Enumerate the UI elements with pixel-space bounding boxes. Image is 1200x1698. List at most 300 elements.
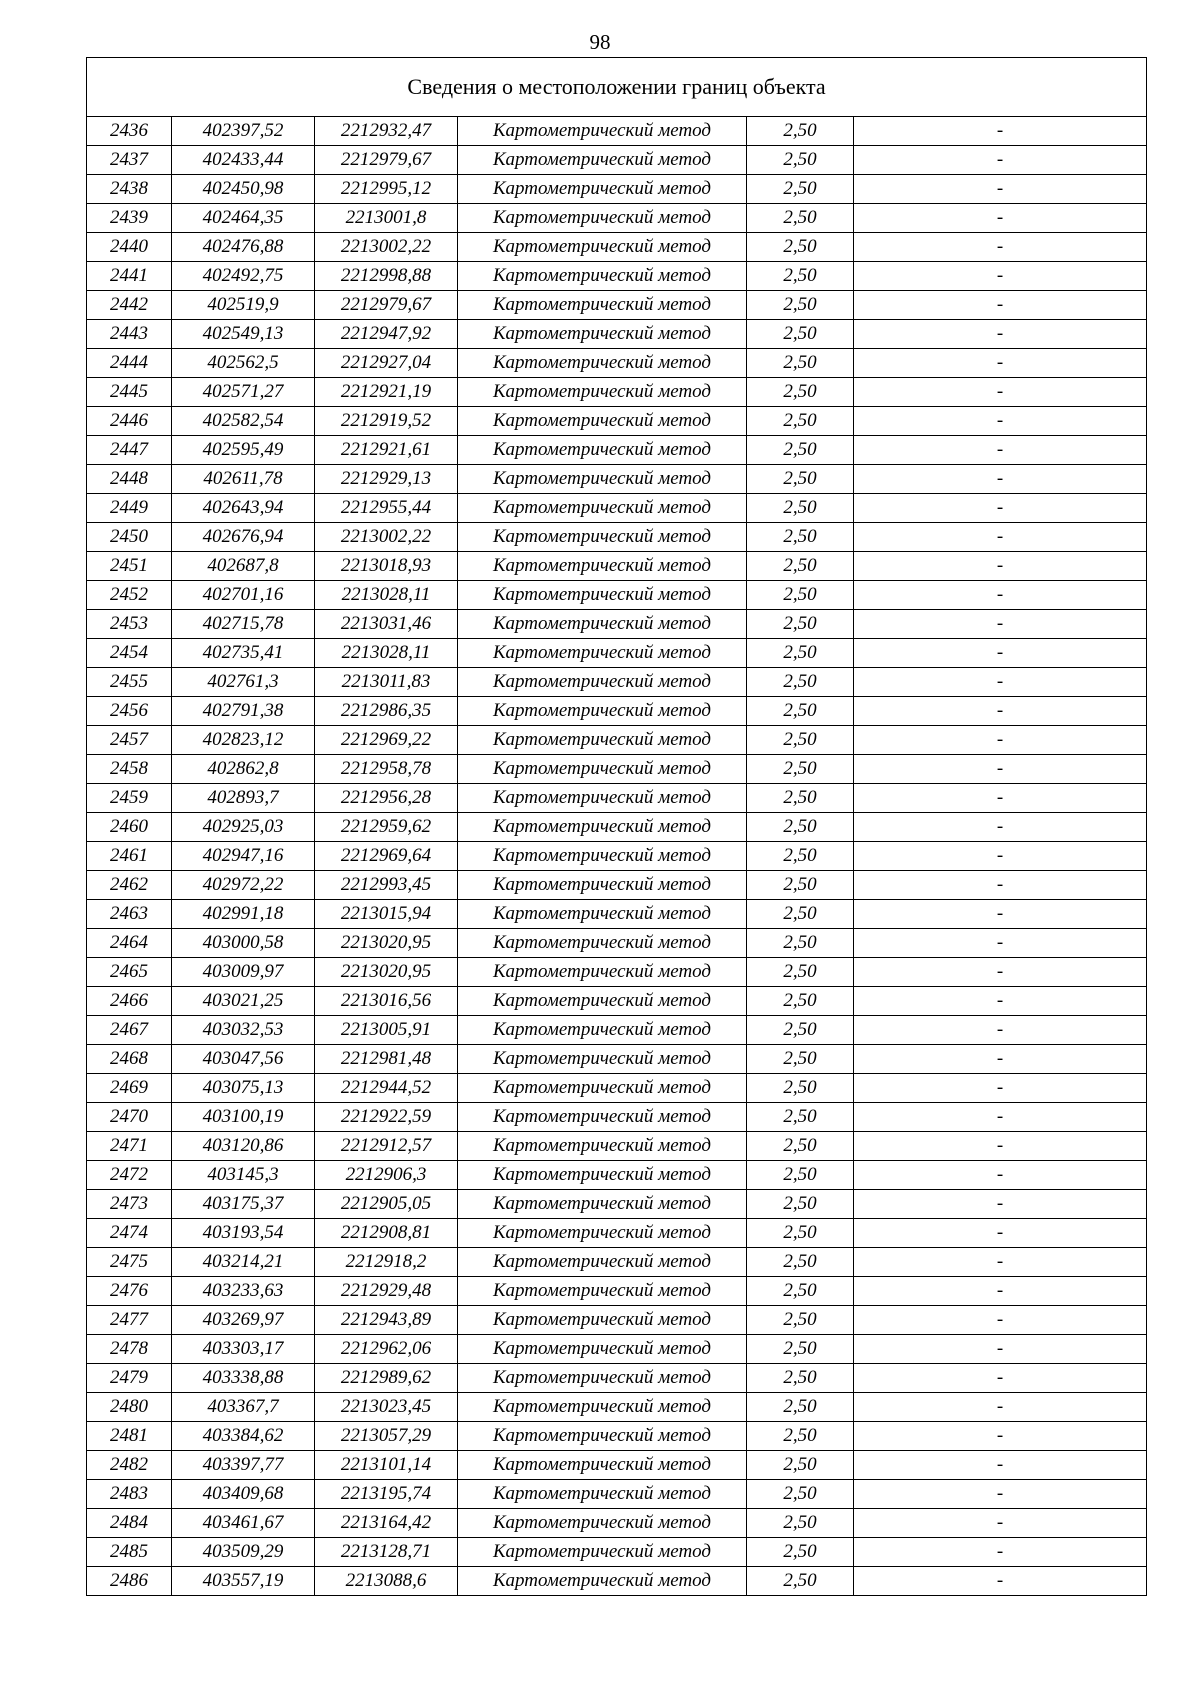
y-coordinate-cell: 2212921,19 xyxy=(315,378,458,407)
table-row xyxy=(87,1538,1147,1567)
table-row xyxy=(87,755,1147,784)
y-coordinate-cell: 2212958,78 xyxy=(315,755,458,784)
table-row xyxy=(87,784,1147,813)
precision-cell: 2,50 xyxy=(747,871,854,900)
precision-cell: 2,50 xyxy=(747,842,854,871)
table-row xyxy=(87,1567,1147,1596)
table-row xyxy=(87,1422,1147,1451)
table-row xyxy=(87,494,1147,523)
point-number-cell: 2476 xyxy=(87,1277,172,1306)
point-number-cell: 2438 xyxy=(87,175,172,204)
method-cell: Картометрический метод xyxy=(458,1306,747,1335)
table-row xyxy=(87,1393,1147,1422)
boundary-coordinates-table xyxy=(86,57,1147,1596)
y-coordinate-cell: 2212947,92 xyxy=(315,320,458,349)
description-cell: - xyxy=(854,813,1147,842)
y-coordinate-cell: 2213020,95 xyxy=(315,958,458,987)
point-number-cell: 2467 xyxy=(87,1016,172,1045)
precision-cell: 2,50 xyxy=(747,552,854,581)
table-row xyxy=(87,958,1147,987)
precision-cell: 2,50 xyxy=(747,262,854,291)
x-coordinate-cell: 402687,8 xyxy=(172,552,315,581)
x-coordinate-cell: 402676,94 xyxy=(172,523,315,552)
table-row xyxy=(87,871,1147,900)
precision-cell: 2,50 xyxy=(747,958,854,987)
y-coordinate-cell: 2212955,44 xyxy=(315,494,458,523)
table-row xyxy=(87,697,1147,726)
y-coordinate-cell: 2213101,14 xyxy=(315,1451,458,1480)
description-cell: - xyxy=(854,349,1147,378)
y-coordinate-cell: 2212993,45 xyxy=(315,871,458,900)
point-number-cell: 2470 xyxy=(87,1103,172,1132)
precision-cell: 2,50 xyxy=(747,697,854,726)
x-coordinate-cell: 402893,7 xyxy=(172,784,315,813)
point-number-cell: 2472 xyxy=(87,1161,172,1190)
precision-cell: 2,50 xyxy=(747,900,854,929)
y-coordinate-cell: 2212921,61 xyxy=(315,436,458,465)
precision-cell: 2,50 xyxy=(747,784,854,813)
point-number-cell: 2468 xyxy=(87,1045,172,1074)
y-coordinate-cell: 2212998,88 xyxy=(315,262,458,291)
y-coordinate-cell: 2212943,89 xyxy=(315,1306,458,1335)
method-cell: Картометрический метод xyxy=(458,987,747,1016)
precision-cell: 2,50 xyxy=(747,175,854,204)
description-cell: - xyxy=(854,465,1147,494)
x-coordinate-cell: 402519,9 xyxy=(172,291,315,320)
table-row xyxy=(87,581,1147,610)
table-row xyxy=(87,233,1147,262)
method-cell: Картометрический метод xyxy=(458,1393,747,1422)
point-number-cell: 2462 xyxy=(87,871,172,900)
x-coordinate-cell: 403461,67 xyxy=(172,1509,315,1538)
x-coordinate-cell: 403009,97 xyxy=(172,958,315,987)
description-cell: - xyxy=(854,320,1147,349)
method-cell: Картометрический метод xyxy=(458,1016,747,1045)
precision-cell: 2,50 xyxy=(747,349,854,378)
x-coordinate-cell: 402972,22 xyxy=(172,871,315,900)
x-coordinate-cell: 403397,77 xyxy=(172,1451,315,1480)
method-cell: Картометрический метод xyxy=(458,1132,747,1161)
y-coordinate-cell: 2212989,62 xyxy=(315,1364,458,1393)
point-number-cell: 2449 xyxy=(87,494,172,523)
description-cell: - xyxy=(854,494,1147,523)
method-cell: Картометрический метод xyxy=(458,465,747,494)
precision-cell: 2,50 xyxy=(747,1538,854,1567)
table-row xyxy=(87,842,1147,871)
method-cell: Картометрический метод xyxy=(458,320,747,349)
point-number-cell: 2477 xyxy=(87,1306,172,1335)
point-number-cell: 2457 xyxy=(87,726,172,755)
x-coordinate-cell: 403509,29 xyxy=(172,1538,315,1567)
precision-cell: 2,50 xyxy=(747,813,854,842)
table-row xyxy=(87,523,1147,552)
precision-cell: 2,50 xyxy=(747,117,854,146)
x-coordinate-cell: 402450,98 xyxy=(172,175,315,204)
description-cell: - xyxy=(854,1567,1147,1596)
point-number-cell: 2451 xyxy=(87,552,172,581)
method-cell: Картометрический метод xyxy=(458,146,747,175)
method-cell: Картометрический метод xyxy=(458,1335,747,1364)
x-coordinate-cell: 403214,21 xyxy=(172,1248,315,1277)
y-coordinate-cell: 2212969,22 xyxy=(315,726,458,755)
x-coordinate-cell: 403120,86 xyxy=(172,1132,315,1161)
method-cell: Картометрический метод xyxy=(458,1480,747,1509)
description-cell: - xyxy=(854,1219,1147,1248)
y-coordinate-cell: 2213195,74 xyxy=(315,1480,458,1509)
x-coordinate-cell: 403032,53 xyxy=(172,1016,315,1045)
description-cell: - xyxy=(854,117,1147,146)
method-cell: Картометрический метод xyxy=(458,755,747,784)
description-cell: - xyxy=(854,175,1147,204)
precision-cell: 2,50 xyxy=(747,987,854,1016)
description-cell: - xyxy=(854,1306,1147,1335)
method-cell: Картометрический метод xyxy=(458,697,747,726)
y-coordinate-cell: 2212927,04 xyxy=(315,349,458,378)
method-cell: Картометрический метод xyxy=(458,1161,747,1190)
description-cell: - xyxy=(854,1422,1147,1451)
method-cell: Картометрический метод xyxy=(458,436,747,465)
table-row xyxy=(87,146,1147,175)
x-coordinate-cell: 402464,35 xyxy=(172,204,315,233)
description-cell: - xyxy=(854,1248,1147,1277)
description-cell: - xyxy=(854,1277,1147,1306)
y-coordinate-cell: 2212981,48 xyxy=(315,1045,458,1074)
x-coordinate-cell: 403367,7 xyxy=(172,1393,315,1422)
method-cell: Картометрический метод xyxy=(458,349,747,378)
y-coordinate-cell: 2212995,12 xyxy=(315,175,458,204)
y-coordinate-cell: 2212959,62 xyxy=(315,813,458,842)
y-coordinate-cell: 2212905,05 xyxy=(315,1190,458,1219)
x-coordinate-cell: 402925,03 xyxy=(172,813,315,842)
description-cell: - xyxy=(854,871,1147,900)
table-row xyxy=(87,320,1147,349)
precision-cell: 2,50 xyxy=(747,1364,854,1393)
point-number-cell: 2461 xyxy=(87,842,172,871)
description-cell: - xyxy=(854,262,1147,291)
y-coordinate-cell: 2212922,59 xyxy=(315,1103,458,1132)
precision-cell: 2,50 xyxy=(747,610,854,639)
method-cell: Картометрический метод xyxy=(458,1219,747,1248)
method-cell: Картометрический метод xyxy=(458,1509,747,1538)
point-number-cell: 2458 xyxy=(87,755,172,784)
description-cell: - xyxy=(854,610,1147,639)
x-coordinate-cell: 403047,56 xyxy=(172,1045,315,1074)
x-coordinate-cell: 402595,49 xyxy=(172,436,315,465)
method-cell: Картометрический метод xyxy=(458,1567,747,1596)
method-cell: Картометрический метод xyxy=(458,668,747,697)
method-cell: Картометрический метод xyxy=(458,1451,747,1480)
description-cell: - xyxy=(854,1016,1147,1045)
x-coordinate-cell: 402823,12 xyxy=(172,726,315,755)
precision-cell: 2,50 xyxy=(747,1016,854,1045)
x-coordinate-cell: 403175,37 xyxy=(172,1190,315,1219)
precision-cell: 2,50 xyxy=(747,204,854,233)
point-number-cell: 2459 xyxy=(87,784,172,813)
x-coordinate-cell: 403233,63 xyxy=(172,1277,315,1306)
x-coordinate-cell: 403021,25 xyxy=(172,987,315,1016)
method-cell: Картометрический метод xyxy=(458,204,747,233)
y-coordinate-cell: 2213031,46 xyxy=(315,610,458,639)
y-coordinate-cell: 2212906,3 xyxy=(315,1161,458,1190)
description-cell: - xyxy=(854,755,1147,784)
point-number-cell: 2445 xyxy=(87,378,172,407)
method-cell: Картометрический метод xyxy=(458,610,747,639)
x-coordinate-cell: 402735,41 xyxy=(172,639,315,668)
method-cell: Картометрический метод xyxy=(458,1248,747,1277)
method-cell: Картометрический метод xyxy=(458,523,747,552)
precision-cell: 2,50 xyxy=(747,1393,854,1422)
description-cell: - xyxy=(854,291,1147,320)
table-row xyxy=(87,1306,1147,1335)
point-number-cell: 2443 xyxy=(87,320,172,349)
x-coordinate-cell: 402862,8 xyxy=(172,755,315,784)
x-coordinate-cell: 402433,44 xyxy=(172,146,315,175)
point-number-cell: 2474 xyxy=(87,1219,172,1248)
x-coordinate-cell: 403303,17 xyxy=(172,1335,315,1364)
y-coordinate-cell: 2213016,56 xyxy=(315,987,458,1016)
description-cell: - xyxy=(854,958,1147,987)
y-coordinate-cell: 2213005,91 xyxy=(315,1016,458,1045)
method-cell: Картометрический метод xyxy=(458,842,747,871)
point-number-cell: 2446 xyxy=(87,407,172,436)
x-coordinate-cell: 403193,54 xyxy=(172,1219,315,1248)
method-cell: Картометрический метод xyxy=(458,552,747,581)
table-row xyxy=(87,552,1147,581)
precision-cell: 2,50 xyxy=(747,1451,854,1480)
point-number-cell: 2450 xyxy=(87,523,172,552)
table-row xyxy=(87,1190,1147,1219)
method-cell: Картометрический метод xyxy=(458,291,747,320)
point-number-cell: 2480 xyxy=(87,1393,172,1422)
point-number-cell: 2436 xyxy=(87,117,172,146)
method-cell: Картометрический метод xyxy=(458,813,747,842)
description-cell: - xyxy=(854,1451,1147,1480)
description-cell: - xyxy=(854,900,1147,929)
x-coordinate-cell: 402991,18 xyxy=(172,900,315,929)
precision-cell: 2,50 xyxy=(747,1190,854,1219)
method-cell: Картометрический метод xyxy=(458,262,747,291)
x-coordinate-cell: 403384,62 xyxy=(172,1422,315,1451)
y-coordinate-cell: 2212919,52 xyxy=(315,407,458,436)
precision-cell: 2,50 xyxy=(747,291,854,320)
page-number: 98 xyxy=(589,30,611,54)
point-number-cell: 2447 xyxy=(87,436,172,465)
table-row xyxy=(87,987,1147,1016)
point-number-cell: 2485 xyxy=(87,1538,172,1567)
point-number-cell: 2460 xyxy=(87,813,172,842)
method-cell: Картометрический метод xyxy=(458,726,747,755)
description-cell: - xyxy=(854,1190,1147,1219)
method-cell: Картометрический метод xyxy=(458,1074,747,1103)
y-coordinate-cell: 2212956,28 xyxy=(315,784,458,813)
method-cell: Картометрический метод xyxy=(458,871,747,900)
table-title-row xyxy=(87,58,1147,117)
precision-cell: 2,50 xyxy=(747,523,854,552)
description-cell: - xyxy=(854,842,1147,871)
point-number-cell: 2455 xyxy=(87,668,172,697)
y-coordinate-cell: 2212962,06 xyxy=(315,1335,458,1364)
point-number-cell: 2439 xyxy=(87,204,172,233)
point-number-cell: 2454 xyxy=(87,639,172,668)
y-coordinate-cell: 2213128,71 xyxy=(315,1538,458,1567)
method-cell: Картометрический метод xyxy=(458,1190,747,1219)
table-body xyxy=(87,58,1147,1596)
method-cell: Картометрический метод xyxy=(458,407,747,436)
point-number-cell: 2469 xyxy=(87,1074,172,1103)
table-row xyxy=(87,726,1147,755)
description-cell: - xyxy=(854,697,1147,726)
description-cell: - xyxy=(854,1045,1147,1074)
method-cell: Картометрический метод xyxy=(458,378,747,407)
description-cell: - xyxy=(854,784,1147,813)
description-cell: - xyxy=(854,581,1147,610)
y-coordinate-cell: 2212929,13 xyxy=(315,465,458,494)
x-coordinate-cell: 402397,52 xyxy=(172,117,315,146)
point-number-cell: 2452 xyxy=(87,581,172,610)
x-coordinate-cell: 403409,68 xyxy=(172,1480,315,1509)
table-row xyxy=(87,1509,1147,1538)
y-coordinate-cell: 2213057,29 xyxy=(315,1422,458,1451)
x-coordinate-cell: 403338,88 xyxy=(172,1364,315,1393)
point-number-cell: 2486 xyxy=(87,1567,172,1596)
precision-cell: 2,50 xyxy=(747,581,854,610)
table-row xyxy=(87,610,1147,639)
y-coordinate-cell: 2213018,93 xyxy=(315,552,458,581)
method-cell: Картометрический метод xyxy=(458,175,747,204)
table-row xyxy=(87,1451,1147,1480)
precision-cell: 2,50 xyxy=(747,639,854,668)
precision-cell: 2,50 xyxy=(747,465,854,494)
y-coordinate-cell: 2212969,64 xyxy=(315,842,458,871)
method-cell: Картометрический метод xyxy=(458,233,747,262)
table-row xyxy=(87,1074,1147,1103)
table-row xyxy=(87,1219,1147,1248)
point-number-cell: 2471 xyxy=(87,1132,172,1161)
precision-cell: 2,50 xyxy=(747,1074,854,1103)
table-row xyxy=(87,1335,1147,1364)
point-number-cell: 2437 xyxy=(87,146,172,175)
description-cell: - xyxy=(854,407,1147,436)
x-coordinate-cell: 402947,16 xyxy=(172,842,315,871)
x-coordinate-cell: 402761,3 xyxy=(172,668,315,697)
table-row xyxy=(87,813,1147,842)
description-cell: - xyxy=(854,1393,1147,1422)
point-number-cell: 2478 xyxy=(87,1335,172,1364)
x-coordinate-cell: 403269,97 xyxy=(172,1306,315,1335)
x-coordinate-cell: 402715,78 xyxy=(172,610,315,639)
point-number-cell: 2448 xyxy=(87,465,172,494)
table-row xyxy=(87,378,1147,407)
method-cell: Картометрический метод xyxy=(458,1538,747,1567)
table-row xyxy=(87,1016,1147,1045)
y-coordinate-cell: 2213001,8 xyxy=(315,204,458,233)
description-cell: - xyxy=(854,1103,1147,1132)
method-cell: Картометрический метод xyxy=(458,1277,747,1306)
table-row xyxy=(87,1103,1147,1132)
table-row xyxy=(87,175,1147,204)
description-cell: - xyxy=(854,523,1147,552)
precision-cell: 2,50 xyxy=(747,1335,854,1364)
precision-cell: 2,50 xyxy=(747,378,854,407)
precision-cell: 2,50 xyxy=(747,146,854,175)
table-row xyxy=(87,1132,1147,1161)
table-row xyxy=(87,349,1147,378)
y-coordinate-cell: 2213023,45 xyxy=(315,1393,458,1422)
description-cell: - xyxy=(854,1509,1147,1538)
precision-cell: 2,50 xyxy=(747,929,854,958)
point-number-cell: 2444 xyxy=(87,349,172,378)
y-coordinate-cell: 2212918,2 xyxy=(315,1248,458,1277)
description-cell: - xyxy=(854,204,1147,233)
method-cell: Картометрический метод xyxy=(458,784,747,813)
table-row xyxy=(87,407,1147,436)
description-cell: - xyxy=(854,1335,1147,1364)
y-coordinate-cell: 2213088,6 xyxy=(315,1567,458,1596)
point-number-cell: 2456 xyxy=(87,697,172,726)
precision-cell: 2,50 xyxy=(747,436,854,465)
description-cell: - xyxy=(854,1161,1147,1190)
x-coordinate-cell: 403557,19 xyxy=(172,1567,315,1596)
precision-cell: 2,50 xyxy=(747,407,854,436)
x-coordinate-cell: 402562,5 xyxy=(172,349,315,378)
description-cell: - xyxy=(854,1074,1147,1103)
precision-cell: 2,50 xyxy=(747,1277,854,1306)
y-coordinate-cell: 2212908,81 xyxy=(315,1219,458,1248)
y-coordinate-cell: 2212932,47 xyxy=(315,117,458,146)
table-row xyxy=(87,436,1147,465)
table-row xyxy=(87,1161,1147,1190)
x-coordinate-cell: 402571,27 xyxy=(172,378,315,407)
y-coordinate-cell: 2213002,22 xyxy=(315,523,458,552)
point-number-cell: 2481 xyxy=(87,1422,172,1451)
x-coordinate-cell: 402582,54 xyxy=(172,407,315,436)
y-coordinate-cell: 2212979,67 xyxy=(315,291,458,320)
point-number-cell: 2484 xyxy=(87,1509,172,1538)
x-coordinate-cell: 403100,19 xyxy=(172,1103,315,1132)
table-row xyxy=(87,291,1147,320)
description-cell: - xyxy=(854,668,1147,697)
description-cell: - xyxy=(854,1480,1147,1509)
y-coordinate-cell: 2213028,11 xyxy=(315,639,458,668)
method-cell: Картометрический метод xyxy=(458,958,747,987)
x-coordinate-cell: 402643,94 xyxy=(172,494,315,523)
y-coordinate-cell: 2213015,94 xyxy=(315,900,458,929)
point-number-cell: 2453 xyxy=(87,610,172,639)
precision-cell: 2,50 xyxy=(747,1045,854,1074)
precision-cell: 2,50 xyxy=(747,1161,854,1190)
y-coordinate-cell: 2212929,48 xyxy=(315,1277,458,1306)
precision-cell: 2,50 xyxy=(747,726,854,755)
precision-cell: 2,50 xyxy=(747,1132,854,1161)
point-number-cell: 2482 xyxy=(87,1451,172,1480)
x-coordinate-cell: 402791,38 xyxy=(172,697,315,726)
method-cell: Картометрический метод xyxy=(458,581,747,610)
description-cell: - xyxy=(854,1538,1147,1567)
x-coordinate-cell: 403075,13 xyxy=(172,1074,315,1103)
table-row xyxy=(87,1248,1147,1277)
y-coordinate-cell: 2213164,42 xyxy=(315,1509,458,1538)
method-cell: Картометрический метод xyxy=(458,639,747,668)
precision-cell: 2,50 xyxy=(747,320,854,349)
precision-cell: 2,50 xyxy=(747,1567,854,1596)
method-cell: Картометрический метод xyxy=(458,1045,747,1074)
description-cell: - xyxy=(854,1364,1147,1393)
x-coordinate-cell: 403000,58 xyxy=(172,929,315,958)
description-cell: - xyxy=(854,552,1147,581)
description-cell: - xyxy=(854,726,1147,755)
point-number-cell: 2479 xyxy=(87,1364,172,1393)
method-cell: Картометрический метод xyxy=(458,1422,747,1451)
